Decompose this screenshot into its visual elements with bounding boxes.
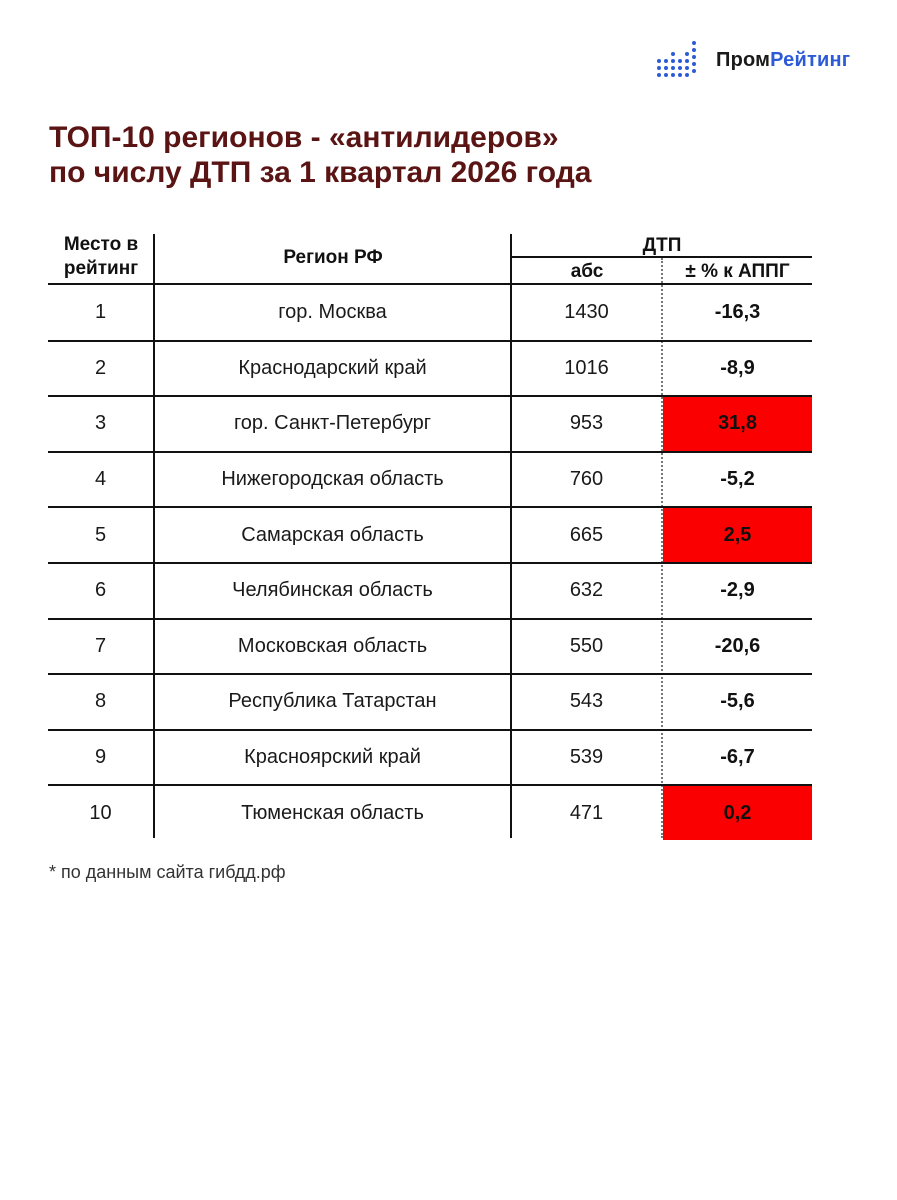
cell-change: -6,7	[720, 746, 755, 769]
cell-region: Краснодарский край	[238, 356, 427, 379]
cell-place: 10	[89, 801, 112, 824]
cell-change: -16,3	[714, 301, 761, 324]
cell-change: -20,6	[714, 634, 761, 657]
header-change: ± % к АППГ	[685, 261, 790, 282]
title-line-1: ТОП-10 регионов - «антилидеров»	[49, 121, 559, 154]
header-place	[48, 233, 154, 281]
cell-abs: 665	[569, 523, 604, 546]
cell-place: 3	[94, 412, 107, 435]
cell-abs: 1430	[564, 301, 609, 324]
cell-place: 4	[94, 468, 107, 491]
cell-abs: 543	[569, 690, 604, 713]
cell-region: Московская область	[237, 634, 428, 657]
cell-abs: 1016	[564, 356, 609, 379]
cell-change: 0,2	[723, 801, 752, 824]
cell-change: 31,8	[718, 412, 757, 435]
cell-change: -5,2	[720, 468, 755, 491]
cell-place: 1	[94, 301, 107, 324]
header-abs: абс	[570, 261, 604, 282]
cell-place: 8	[94, 690, 107, 713]
brand-name-part1: Пром	[716, 48, 771, 71]
cell-abs: 632	[569, 579, 604, 602]
cell-region: гор. Москва	[278, 301, 387, 324]
header-place-line-1: Место в	[63, 234, 139, 255]
cell-region: Челябинская область	[232, 579, 433, 602]
cell-abs: 953	[569, 412, 604, 435]
cell-place: 5	[94, 523, 107, 546]
cell-abs: 550	[569, 634, 604, 657]
cell-place: 6	[94, 579, 107, 602]
cell-region: Республика Татарстан	[228, 690, 437, 713]
cell-region: Нижегородская область	[221, 468, 444, 491]
header-dtp-group: ДТП	[642, 235, 682, 256]
cell-place: 9	[94, 746, 107, 769]
cell-change: 2,5	[723, 523, 752, 546]
brand-name-part2: Рейтинг	[770, 48, 851, 71]
cell-abs: 760	[569, 468, 604, 491]
cell-region: гор. Санкт-Петербург	[233, 412, 432, 435]
cell-place: 7	[94, 634, 107, 657]
cell-change: -5,6	[720, 690, 755, 713]
cell-region: Красноярский край	[244, 746, 421, 769]
title-line-2: по числу ДТП за 1 квартал 2026 года	[49, 156, 592, 189]
cell-abs: 539	[569, 746, 604, 769]
cell-change: -2,9	[720, 579, 755, 602]
footnote: * по данным сайта гибдд.рф	[49, 862, 286, 882]
cell-place: 2	[94, 356, 107, 379]
cell-change: -8,9	[720, 356, 755, 379]
cell-region: Самарская область	[241, 523, 424, 546]
cell-region: Тюменская область	[241, 801, 424, 824]
header-place-line-2: рейтинг	[63, 258, 139, 279]
header-region: Регион РФ	[283, 247, 383, 268]
cell-abs: 471	[569, 801, 604, 824]
